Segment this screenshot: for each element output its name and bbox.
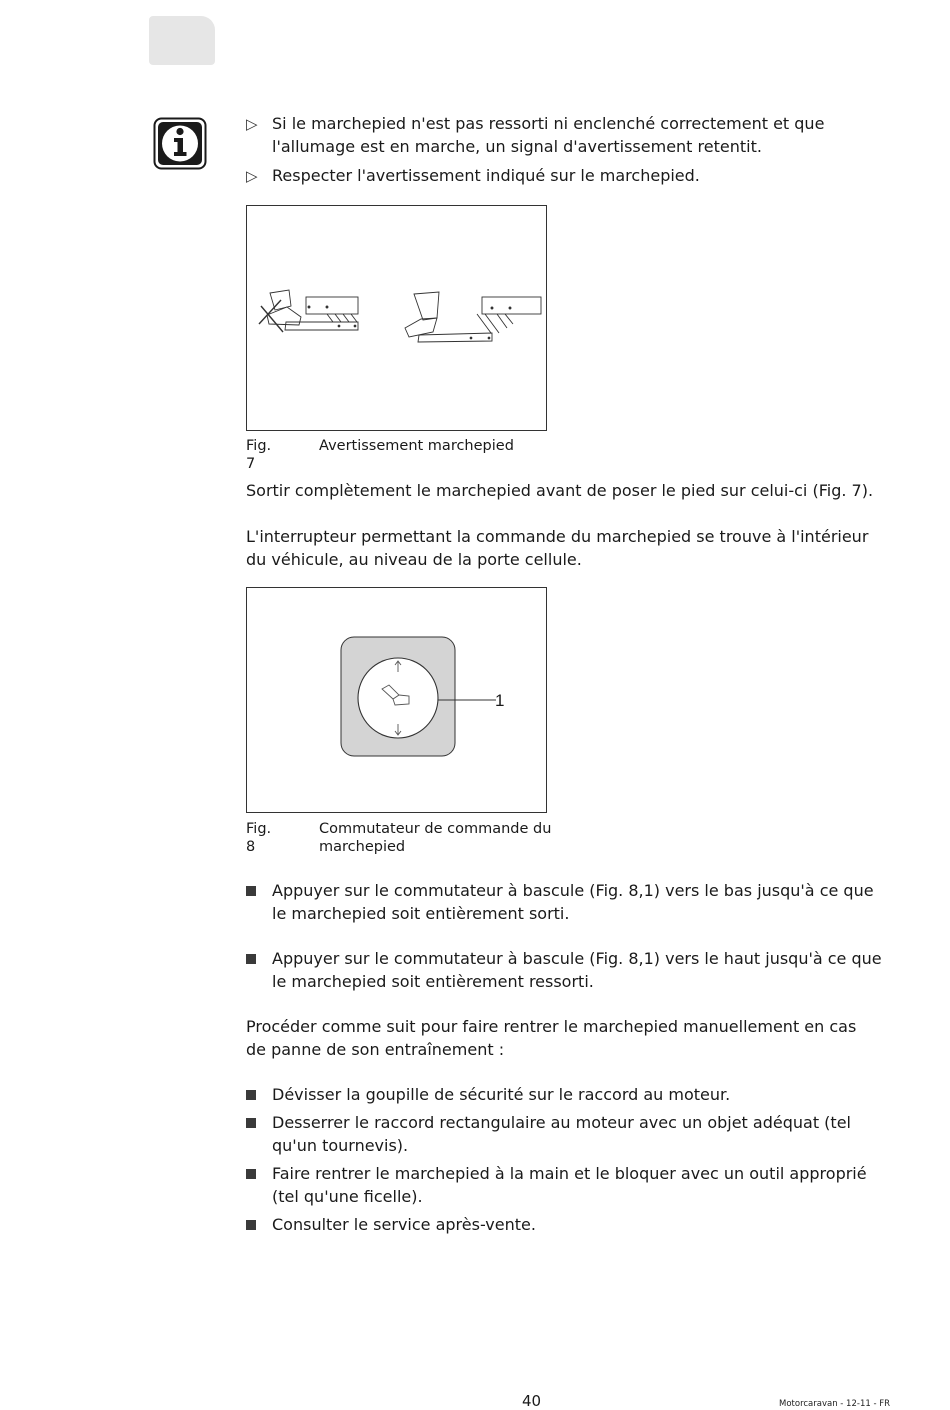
triangle-bullet-icon: ▷ bbox=[246, 167, 258, 185]
square-bullet-icon bbox=[246, 1169, 256, 1179]
paragraph: Procéder comme suit pour faire rentrer le marchepied manuellement en cas de panne de son entraînement : bbox=[246, 1017, 857, 1059]
info-icon bbox=[153, 117, 207, 170]
step-warning-illustration bbox=[247, 206, 546, 430]
notice-item: ▷ Si le marchepied n'est pas ressorti ni enclenché correctement et que l'allumage est en marche, un signal d'avertissement retentit. bbox=[246, 114, 825, 156]
square-bullet-icon bbox=[246, 1220, 256, 1230]
footer-label: Motorcaravan - 12-11 - FR bbox=[779, 1399, 891, 1409]
list-item: Dévisser la goupille de sécurité sur le raccord au moteur. bbox=[246, 1084, 886, 1107]
paragraph: Sortir complètement le marchepied avant de poser le pied sur celui-ci (Fig. 7). bbox=[246, 481, 874, 500]
notice-item: ▷ Respecter l'avertissement indiqué sur le marchepied. bbox=[246, 165, 886, 188]
list-item: Desserrer le raccord rectangulaire au moteur avec un objet adéquat (tel qu'un tournevis). bbox=[246, 1112, 886, 1157]
figure-8 bbox=[246, 587, 547, 813]
callout-label: 1 bbox=[495, 691, 505, 710]
rocker-switch-illustration bbox=[247, 588, 546, 812]
page-number: 40 bbox=[522, 1392, 542, 1410]
list-item: Appuyer sur le commutateur à bascule (Fig. 8,1) vers le bas jusqu'à ce que le marchepied soit entièrement sorti. bbox=[246, 880, 886, 925]
square-bullet-icon bbox=[246, 1090, 256, 1100]
square-bullet-icon bbox=[246, 954, 256, 964]
list-item: Consulter le service après-vente. bbox=[246, 1214, 886, 1237]
square-bullet-icon bbox=[246, 1118, 256, 1128]
figure-7 bbox=[246, 205, 547, 431]
chapter-tab bbox=[149, 16, 215, 65]
paragraph: L'interrupteur permettant la commande du marchepied se trouve à l'intérieur du véhicule, au niveau de la porte cellule. bbox=[246, 527, 869, 569]
list-item: Appuyer sur le commutateur à bascule (Fig. 8,1) vers le haut jusqu'à ce que le marchepied soit entièrement ressorti. bbox=[246, 948, 886, 993]
list-item: Faire rentrer le marchepied à la main et le bloquer avec un outil approprié (tel qu'une ficelle). bbox=[246, 1163, 886, 1208]
square-bullet-icon bbox=[246, 886, 256, 896]
triangle-bullet-icon: ▷ bbox=[246, 115, 258, 133]
